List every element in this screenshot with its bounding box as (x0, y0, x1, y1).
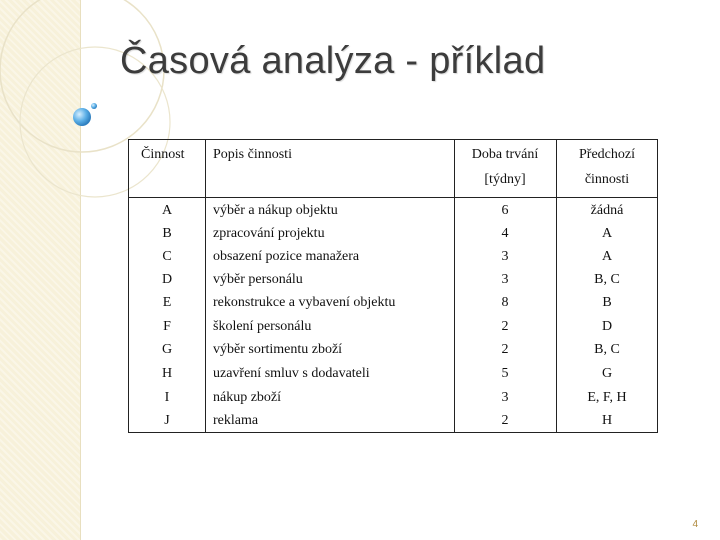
slide-title: Časová analýza - příklad (120, 40, 546, 82)
cell-predecessors: G (601, 366, 613, 381)
cell-activity-id: J (164, 413, 170, 428)
header-duration-unit: [týdny] (484, 172, 526, 187)
column-divider (205, 140, 206, 432)
cell-duration: 3 (501, 390, 509, 405)
cell-duration: 2 (501, 342, 509, 357)
header-activity: Činnost (141, 147, 185, 162)
cell-description: nákup zboží (213, 390, 282, 405)
cell-duration: 8 (501, 295, 509, 310)
cell-activity-id: B (162, 226, 172, 241)
cell-predecessors: B, C (594, 342, 620, 357)
cell-predecessors: A (601, 249, 613, 264)
cell-predecessors: B, C (594, 272, 620, 287)
header-predecessors-line2: činnosti (584, 172, 630, 187)
cell-activity-id: D (161, 272, 173, 287)
cell-duration: 3 (501, 249, 509, 264)
cell-duration: 2 (501, 319, 509, 334)
cell-description: výběr sortimentu zboží (213, 342, 343, 357)
cell-duration: 2 (501, 413, 509, 428)
cell-activity-id: G (161, 342, 173, 357)
cell-predecessors: B (602, 295, 612, 310)
cell-activity-id: A (161, 203, 173, 218)
cell-duration: 5 (501, 366, 509, 381)
cell-predecessors: žádná (590, 203, 624, 218)
cell-predecessors: E, F, H (587, 390, 627, 405)
bubble-small-icon (91, 103, 97, 109)
cell-predecessors: H (601, 413, 613, 428)
header-predecessors: Předchozí (579, 147, 635, 162)
page-number: 4 (692, 519, 698, 530)
header-duration: Doba trvání (471, 147, 539, 162)
cell-duration: 4 (501, 226, 509, 241)
cell-description: reklama (213, 413, 259, 428)
header-description: Popis činnosti (213, 147, 292, 162)
cell-description: obsazení pozice manažera (213, 249, 360, 264)
cell-duration: 6 (501, 203, 509, 218)
cell-duration: 3 (501, 272, 509, 287)
cell-description: školení personálu (213, 319, 312, 334)
bubble-large-icon (73, 108, 91, 126)
cell-activity-id: C (162, 249, 172, 264)
header-divider (129, 197, 657, 198)
cell-activity-id: E (162, 295, 172, 310)
cell-description: výběr a nákup objektu (213, 203, 338, 218)
cell-description: rekonstrukce a vybavení objektu (213, 295, 396, 310)
cell-description: výběr personálu (213, 272, 303, 287)
cell-description: uzavření smluv s dodavateli (213, 366, 370, 381)
cell-predecessors: A (601, 226, 613, 241)
activity-table (128, 139, 658, 433)
cell-description: zpracování projektu (213, 226, 325, 241)
cell-predecessors: D (601, 319, 613, 334)
cell-activity-id: F (163, 319, 171, 334)
cell-activity-id: I (164, 390, 170, 405)
cell-activity-id: H (161, 366, 173, 381)
